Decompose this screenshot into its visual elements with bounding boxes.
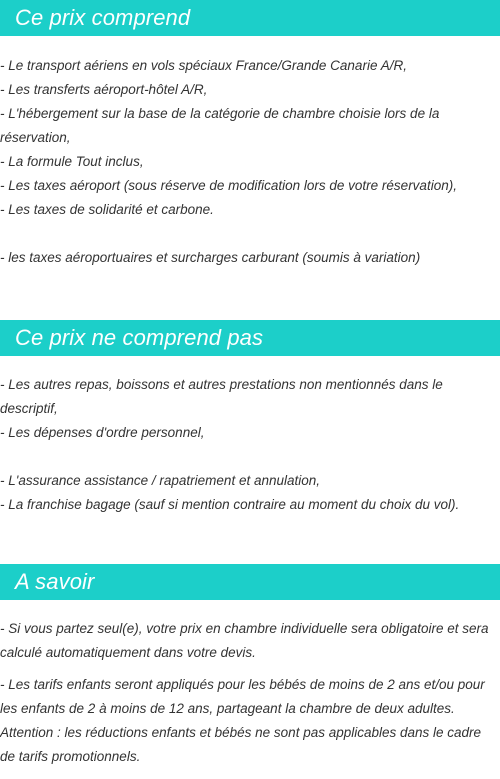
- list-item: - Les taxes aéroport (sous réserve de modification lors de votre réservation),: [0, 178, 457, 193]
- section-body-included: [0, 54, 500, 270]
- section-title: Ce prix comprend: [15, 5, 191, 30]
- section-title: A savoir: [15, 569, 95, 594]
- section-title: Ce prix ne comprend pas: [15, 325, 264, 350]
- section-header-not-included: [0, 320, 500, 356]
- list-item: - La franchise bagage (sauf si mention contraire au moment du choix du vol).: [0, 497, 460, 512]
- list-item: - les taxes aéroportuaires et surcharges carburant (soumis à variation): [0, 250, 421, 265]
- list-item: - L'hébergement sur la base de la catégorie de chambre choisie lors de la réservation,: [0, 106, 440, 145]
- list-item: - L'assurance assistance / rapatriement et annulation,: [0, 473, 321, 488]
- spacer: [0, 665, 496, 673]
- info-paragraph: - Les tarifs enfants seront appliqués pour les bébés de moins de 2 ans et/ou pour les enfants de 2 à moins de 12 ans, partageant la chambre de deux adultes. Attention : les réductions enfants et bébés ne sont pas applicables dans le cadre de tarifs promotionnels.: [0, 677, 485, 764]
- section-body-not-included: [0, 373, 500, 517]
- list-item: - Les dépenses d'ordre personnel,: [0, 425, 205, 440]
- spacer: [0, 445, 496, 469]
- section-header-included: [0, 0, 500, 36]
- section-body-to-know: [0, 617, 500, 769]
- list-item: - Les autres repas, boissons et autres prestations non mentionnés dans le descriptif,: [0, 377, 443, 416]
- list-item: - Le transport aériens en vols spéciaux France/Grande Canarie A/R,: [0, 58, 407, 73]
- info-paragraph: - Si vous partez seul(e), votre prix en chambre individuelle sera obligatoire et sera calculé automatiquement dans votre devis.: [0, 621, 489, 660]
- list-item: - La formule Tout inclus,: [0, 154, 144, 169]
- list-item: - Les taxes de solidarité et carbone.: [0, 202, 214, 217]
- spacer: [0, 222, 496, 246]
- list-item: - Les transferts aéroport-hôtel A/R,: [0, 82, 208, 97]
- section-header-to-know: [0, 564, 500, 600]
